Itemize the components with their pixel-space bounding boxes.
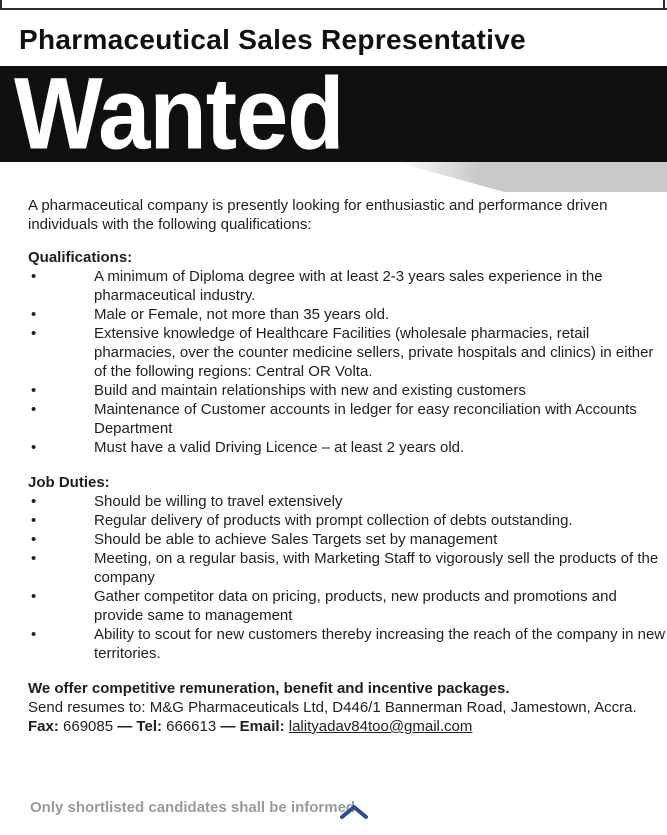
list-item — [28, 381, 667, 400]
bullet-icon: • — [31, 401, 37, 418]
ad-body — [28, 196, 667, 736]
list-item-text: Gather competitor data on pricing, products, new products and promotions and provide same to management — [94, 588, 617, 624]
bullet-icon: • — [31, 439, 37, 456]
list-item — [28, 400, 667, 438]
bullet-icon: • — [31, 531, 37, 548]
list-item-text: Meeting, on a regular basis, with Marketing Staff to vigorously sell the products of the company — [94, 550, 659, 586]
list-item-text: Build and maintain relationships with new and existing customers — [94, 382, 526, 399]
duties-list — [28, 492, 667, 663]
email-link[interactable]: lalityadav84too@gmail.com — [288, 718, 473, 735]
bullet-icon: • — [31, 588, 37, 605]
banner-title: Wanted — [14, 55, 344, 171]
offer-statement: We offer competitive remuneration, benefit and incentive packages. — [28, 680, 510, 697]
bullet-icon: • — [31, 306, 37, 323]
banner-shadow — [396, 162, 667, 192]
list-item — [28, 305, 667, 324]
bullet-icon: • — [31, 325, 37, 342]
separator: — — [220, 718, 236, 735]
list-item — [28, 530, 667, 549]
fax-number: 669085 — [63, 718, 114, 735]
chevron-up-icon[interactable] — [338, 801, 370, 821]
list-item — [28, 549, 667, 587]
list-item — [28, 625, 667, 663]
qualifications-heading: Qualifications: — [28, 249, 133, 266]
list-item-text: Should be willing to travel extensively — [94, 493, 343, 510]
list-item-text: Should be able to achieve Sales Targets set by management — [94, 531, 498, 548]
bullet-icon: • — [31, 512, 37, 529]
bullet-icon: • — [31, 268, 37, 285]
list-item-text: Must have a valid Driving Licence – at least 2 years old. — [94, 439, 465, 456]
separator: — — [117, 718, 133, 735]
list-item — [28, 492, 667, 511]
bullet-icon: • — [31, 550, 37, 567]
intro-paragraph: A pharmaceutical company is presently looking for enthusiastic and performance driven individuals with the following qualifications: — [28, 197, 608, 233]
bullet-icon: • — [31, 382, 37, 399]
list-item — [28, 511, 667, 530]
list-item — [28, 267, 667, 305]
tel-number: 666613 — [166, 718, 217, 735]
list-item — [28, 324, 667, 381]
contact-line — [28, 717, 667, 736]
list-item-text: Ability to scout for new customers thereby increasing the reach of the company in new territories. — [94, 626, 666, 662]
job-title: Pharmaceutical Sales Representative — [19, 24, 526, 55]
footnote: Only shortlisted candidates shall be informed. — [30, 799, 360, 816]
resume-address: Send resumes to: M&G Pharmaceuticals Ltd, D446/1 Bannerman Road, Jamestown, Accra. — [28, 699, 637, 716]
list-item-text: Regular delivery of products with prompt collection of debts outstanding. — [94, 512, 573, 529]
email-label: Email: — [239, 718, 285, 735]
list-item — [28, 587, 667, 625]
duties-heading: Job Duties: — [28, 474, 110, 491]
wanted-banner — [0, 55, 667, 171]
top-border — [0, 0, 667, 10]
list-item-text: Extensive knowledge of Healthcare Facilities (wholesale pharmacies, retail pharmacies, over the counter medicine sellers, private hospitals and clinics) in either of the following regions: Central OR Volta. — [94, 325, 654, 380]
tel-label: Tel: — [136, 718, 162, 735]
list-item-text: A minimum of Diploma degree with at least 2-3 years sales experience in the pharmaceutical industry. — [94, 268, 603, 304]
list-item-text: Maintenance of Customer accounts in ledger for easy reconciliation with Accounts Department — [94, 401, 637, 437]
list-item-text: Male or Female, not more than 35 years old. — [94, 306, 390, 323]
qualifications-list — [28, 267, 667, 457]
bullet-icon: • — [31, 626, 37, 643]
fax-label: Fax: — [28, 718, 59, 735]
bullet-icon: • — [31, 493, 37, 510]
list-item — [28, 438, 667, 457]
